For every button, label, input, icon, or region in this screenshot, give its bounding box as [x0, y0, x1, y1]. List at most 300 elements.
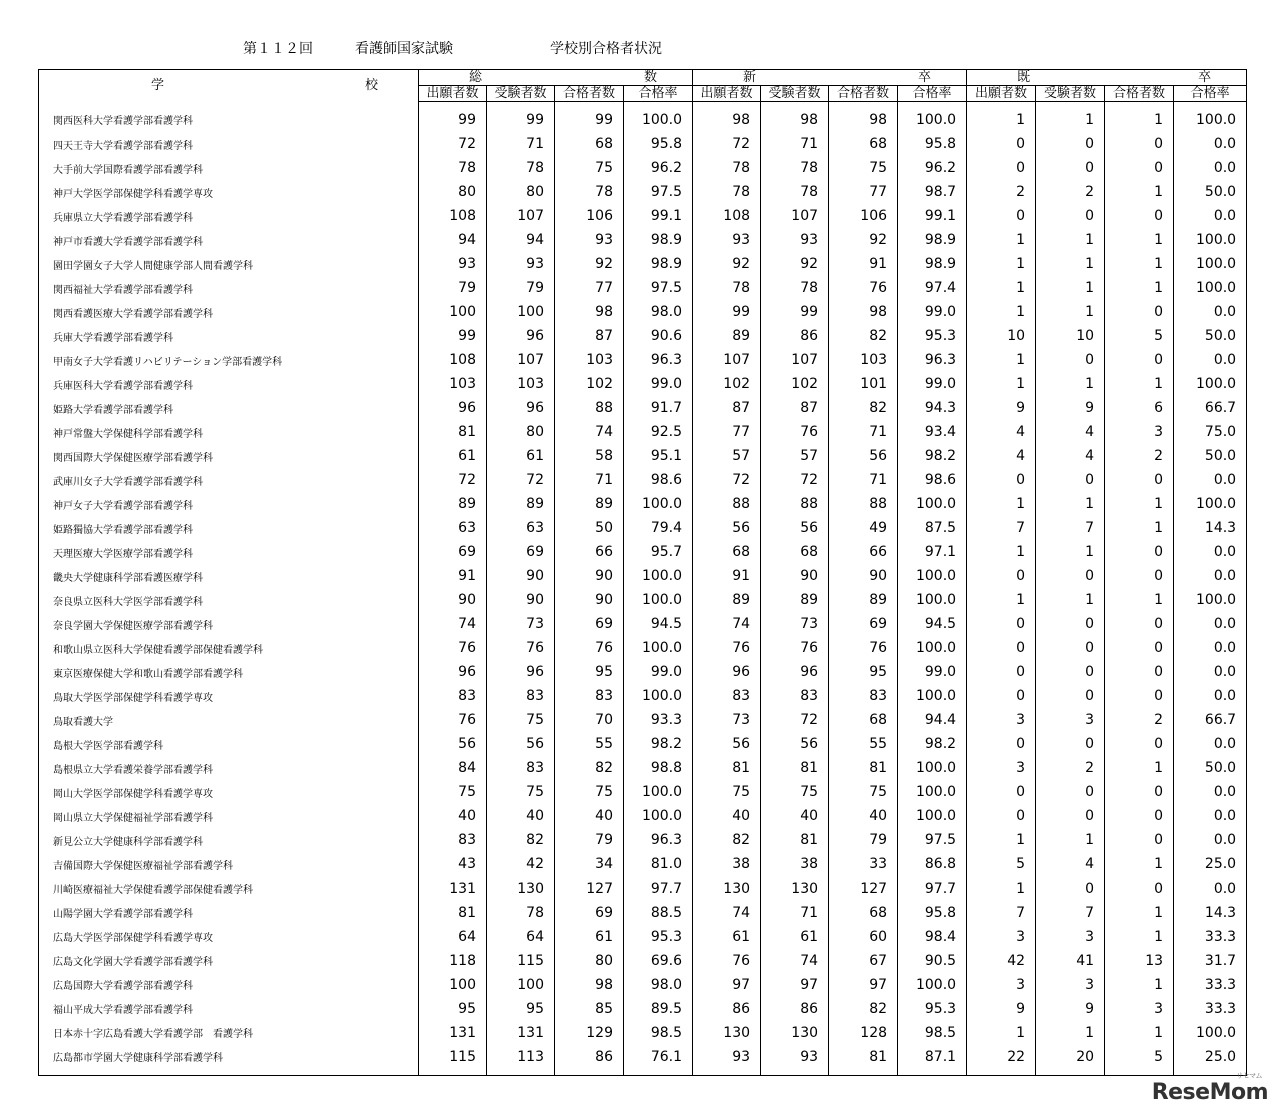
value-cell: 1	[1036, 252, 1105, 276]
value-cell: 40	[829, 804, 898, 828]
value-cell: 1	[1105, 925, 1174, 949]
value-cell: 107	[487, 204, 555, 228]
table-row	[39, 444, 1247, 468]
value-cell: 86	[693, 997, 761, 1021]
value-cell: 0.0	[1174, 660, 1247, 684]
value-cell: 98.8	[624, 756, 693, 780]
value-cell: 72	[487, 468, 555, 492]
value-cell: 33	[829, 852, 898, 876]
value-cell: 94	[487, 228, 555, 252]
school-name-cell: 広島国際大学看護学部看護学科	[39, 973, 419, 997]
value-cell: 56	[761, 732, 829, 756]
school-name-cell: 福山平成大学看護学部看護学科	[39, 997, 419, 1021]
value-cell: 93	[419, 252, 487, 276]
value-cell: 80	[487, 420, 555, 444]
school-name-cell: 四天王寺大学看護学部看護学科	[39, 132, 419, 156]
table-row	[39, 468, 1247, 492]
value-cell: 113	[487, 1045, 555, 1076]
value-cell: 100.0	[1174, 252, 1247, 276]
value-cell: 96	[487, 660, 555, 684]
value-cell: 100.0	[624, 492, 693, 516]
value-cell: 130	[693, 1021, 761, 1045]
value-cell: 106	[829, 204, 898, 228]
value-cell: 115	[487, 949, 555, 973]
value-cell: 64	[419, 925, 487, 949]
value-cell: 131	[487, 1021, 555, 1045]
value-cell: 1	[1036, 540, 1105, 564]
value-cell: 99.0	[898, 372, 967, 396]
value-cell: 89	[555, 492, 624, 516]
value-cell: 96.2	[898, 156, 967, 180]
value-cell: 69	[829, 612, 898, 636]
value-cell: 81	[829, 756, 898, 780]
value-cell: 69	[555, 612, 624, 636]
value-cell: 0	[967, 732, 1036, 756]
value-cell: 0	[967, 156, 1036, 180]
value-cell: 89	[693, 588, 761, 612]
value-cell: 90	[555, 588, 624, 612]
value-cell: 0.0	[1174, 204, 1247, 228]
value-cell: 85	[555, 997, 624, 1021]
value-cell: 103	[487, 372, 555, 396]
value-cell: 78	[761, 180, 829, 204]
value-cell: 107	[693, 348, 761, 372]
value-cell: 90.5	[898, 949, 967, 973]
value-cell: 41	[1036, 949, 1105, 973]
value-cell: 1	[1036, 492, 1105, 516]
value-cell: 0	[967, 684, 1036, 708]
value-cell: 100.0	[624, 636, 693, 660]
value-cell: 0	[1105, 348, 1174, 372]
value-cell: 100.0	[898, 102, 967, 133]
group-header-total: 総 数	[419, 70, 693, 86]
school-name-cell: 関西医科大学看護学部看護学科	[39, 102, 419, 133]
value-cell: 84	[419, 756, 487, 780]
value-cell: 97	[829, 973, 898, 997]
value-cell: 100.0	[1174, 276, 1247, 300]
results-table	[38, 69, 1247, 1076]
value-cell: 98.0	[624, 973, 693, 997]
table-row	[39, 973, 1247, 997]
value-cell: 1	[967, 300, 1036, 324]
value-cell: 131	[419, 1021, 487, 1045]
value-cell: 115	[419, 1045, 487, 1076]
value-cell: 78	[555, 180, 624, 204]
value-cell: 100.0	[624, 684, 693, 708]
value-cell: 68	[761, 540, 829, 564]
value-cell: 0.0	[1174, 804, 1247, 828]
value-cell: 97	[693, 973, 761, 997]
value-cell: 98.9	[898, 228, 967, 252]
value-cell: 107	[487, 348, 555, 372]
value-cell: 78	[487, 901, 555, 925]
value-cell: 99.0	[624, 372, 693, 396]
value-cell: 95.3	[898, 997, 967, 1021]
value-cell: 50.0	[1174, 444, 1247, 468]
value-cell: 82	[693, 828, 761, 852]
value-cell: 91	[693, 564, 761, 588]
value-cell: 3	[1105, 997, 1174, 1021]
value-cell: 1	[967, 372, 1036, 396]
value-cell: 100.0	[898, 756, 967, 780]
value-cell: 97.7	[624, 877, 693, 901]
school-name-cell: 岡山大学医学部保健学科看護学専攻	[39, 780, 419, 804]
table-row	[39, 156, 1247, 180]
value-cell: 86	[761, 324, 829, 348]
value-cell: 3	[1036, 973, 1105, 997]
value-cell: 0.0	[1174, 828, 1247, 852]
value-cell: 69	[419, 540, 487, 564]
value-cell: 68	[693, 540, 761, 564]
value-cell: 95	[419, 997, 487, 1021]
value-cell: 66.7	[1174, 396, 1247, 420]
value-cell: 1	[967, 588, 1036, 612]
value-cell: 96	[419, 660, 487, 684]
value-cell: 71	[829, 468, 898, 492]
exam-round: 第１１２回	[243, 41, 313, 57]
value-cell: 38	[693, 852, 761, 876]
value-cell: 81	[761, 756, 829, 780]
document-subtitle: 学校別合格者状況	[550, 41, 662, 57]
value-cell: 1	[1036, 1021, 1105, 1045]
value-cell: 98.9	[624, 252, 693, 276]
school-name-cell: 鳥取看護大学	[39, 708, 419, 732]
value-cell: 83	[419, 684, 487, 708]
value-cell: 3	[967, 925, 1036, 949]
value-cell: 99	[555, 102, 624, 133]
value-cell: 98.5	[898, 1021, 967, 1045]
table-row	[39, 636, 1247, 660]
table-row	[39, 228, 1247, 252]
value-cell: 42	[487, 852, 555, 876]
value-cell: 0	[1105, 732, 1174, 756]
value-cell: 3	[1036, 708, 1105, 732]
table-row	[39, 997, 1247, 1021]
value-cell: 1	[1036, 276, 1105, 300]
value-cell: 95	[555, 660, 624, 684]
value-cell: 74	[555, 420, 624, 444]
value-cell: 98.4	[898, 925, 967, 949]
table-row	[39, 660, 1247, 684]
school-name-cell: 広島大学医学部保健学科看護学専攻	[39, 925, 419, 949]
school-name-cell: 神戸常盤大学保健科学部看護学科	[39, 420, 419, 444]
value-cell: 99.1	[624, 204, 693, 228]
value-cell: 83	[693, 684, 761, 708]
value-cell: 1	[1036, 102, 1105, 133]
value-cell: 0	[967, 804, 1036, 828]
resemom-watermark: リセマム ReseMom	[1151, 1072, 1268, 1105]
value-cell: 78	[693, 276, 761, 300]
value-cell: 0	[967, 564, 1036, 588]
value-cell: 1	[1036, 300, 1105, 324]
value-cell: 2	[1036, 756, 1105, 780]
value-cell: 100.0	[898, 588, 967, 612]
value-cell: 56	[419, 732, 487, 756]
school-name-cell: 和歌山県立医科大学保健看護学部保健看護学科	[39, 636, 419, 660]
value-cell: 3	[1036, 925, 1105, 949]
value-cell: 1	[1105, 228, 1174, 252]
value-cell: 96.2	[624, 156, 693, 180]
value-cell: 71	[487, 132, 555, 156]
value-cell: 1	[967, 228, 1036, 252]
value-cell: 72	[693, 468, 761, 492]
value-cell: 4	[967, 444, 1036, 468]
school-name-cell: 関西福祉大学看護学部看護学科	[39, 276, 419, 300]
value-cell: 66.7	[1174, 708, 1247, 732]
table-row	[39, 612, 1247, 636]
column-header: 合格者数	[555, 86, 624, 102]
value-cell: 81	[693, 756, 761, 780]
value-cell: 94.4	[898, 708, 967, 732]
table-row	[39, 102, 1247, 133]
value-cell: 9	[967, 997, 1036, 1021]
value-cell: 80	[419, 180, 487, 204]
value-cell: 87	[555, 324, 624, 348]
school-name-cell: 関西看護医療大学看護学部看護学科	[39, 300, 419, 324]
value-cell: 33.3	[1174, 925, 1247, 949]
value-cell: 3	[967, 756, 1036, 780]
table-row	[39, 708, 1247, 732]
value-cell: 82	[829, 997, 898, 1021]
value-cell: 3	[1105, 420, 1174, 444]
value-cell: 76	[555, 636, 624, 660]
table-row	[39, 804, 1247, 828]
value-cell: 86	[555, 1045, 624, 1076]
school-name-cell: 岡山県立大学保健福祉学部看護学科	[39, 804, 419, 828]
value-cell: 76	[761, 636, 829, 660]
value-cell: 95.3	[898, 324, 967, 348]
school-name-cell: 姫路大学看護学部看護学科	[39, 396, 419, 420]
value-cell: 92	[555, 252, 624, 276]
value-cell: 107	[761, 348, 829, 372]
value-cell: 68	[829, 708, 898, 732]
value-cell: 61	[555, 925, 624, 949]
value-cell: 0	[1036, 877, 1105, 901]
value-cell: 81.0	[624, 852, 693, 876]
value-cell: 1	[1105, 180, 1174, 204]
value-cell: 0	[1105, 660, 1174, 684]
value-cell: 98.6	[898, 468, 967, 492]
value-cell: 98.9	[898, 252, 967, 276]
school-name-cell: 島根大学医学部看護学科	[39, 732, 419, 756]
value-cell: 72	[419, 132, 487, 156]
value-cell: 92.5	[624, 420, 693, 444]
school-name-cell: 甲南女子大学看護リハビリテーション学部看護学科	[39, 348, 419, 372]
value-cell: 96	[419, 396, 487, 420]
value-cell: 79	[419, 276, 487, 300]
value-cell: 83	[487, 756, 555, 780]
value-cell: 100	[419, 300, 487, 324]
value-cell: 0.0	[1174, 684, 1247, 708]
value-cell: 2	[1105, 708, 1174, 732]
column-header: 合格者数	[829, 86, 898, 102]
value-cell: 7	[1036, 516, 1105, 540]
value-cell: 98.9	[624, 228, 693, 252]
value-cell: 72	[419, 468, 487, 492]
value-cell: 89.5	[624, 997, 693, 1021]
value-cell: 81	[761, 828, 829, 852]
value-cell: 99	[761, 300, 829, 324]
school-name-cell: 奈良県立医科大学医学部看護学科	[39, 588, 419, 612]
value-cell: 0	[1105, 828, 1174, 852]
value-cell: 71	[761, 901, 829, 925]
value-cell: 40	[693, 804, 761, 828]
value-cell: 2	[1036, 180, 1105, 204]
value-cell: 25.0	[1174, 1045, 1247, 1076]
school-name-cell: 広島文化学園大学看護学部看護学科	[39, 949, 419, 973]
value-cell: 34	[555, 852, 624, 876]
table-row	[39, 516, 1247, 540]
column-header: 合格率	[898, 86, 967, 102]
value-cell: 0	[967, 636, 1036, 660]
value-cell: 83	[487, 684, 555, 708]
school-name-cell: 神戸女子大学看護学部看護学科	[39, 492, 419, 516]
school-name-cell: 神戸大学医学部保健学科看護学専攻	[39, 180, 419, 204]
value-cell: 72	[761, 708, 829, 732]
value-cell: 107	[761, 204, 829, 228]
value-cell: 0.0	[1174, 564, 1247, 588]
table-row	[39, 276, 1247, 300]
value-cell: 99.0	[898, 300, 967, 324]
value-cell: 88	[829, 492, 898, 516]
table-row	[39, 204, 1247, 228]
value-cell: 40	[419, 804, 487, 828]
value-cell: 1	[967, 540, 1036, 564]
value-cell: 63	[487, 516, 555, 540]
value-cell: 86.8	[898, 852, 967, 876]
value-cell: 0	[967, 132, 1036, 156]
table-row	[39, 372, 1247, 396]
table-row	[39, 540, 1247, 564]
value-cell: 92	[693, 252, 761, 276]
value-cell: 81	[829, 1045, 898, 1076]
value-cell: 5	[1105, 324, 1174, 348]
value-cell: 94.5	[624, 612, 693, 636]
value-cell: 127	[829, 877, 898, 901]
value-cell: 0	[1036, 732, 1105, 756]
value-cell: 77	[555, 276, 624, 300]
value-cell: 1	[1105, 492, 1174, 516]
value-cell: 4	[1036, 420, 1105, 444]
value-cell: 87.1	[898, 1045, 967, 1076]
value-cell: 93.4	[898, 420, 967, 444]
value-cell: 98.5	[624, 1021, 693, 1045]
value-cell: 7	[967, 901, 1036, 925]
value-cell: 1	[1105, 276, 1174, 300]
value-cell: 76	[829, 276, 898, 300]
value-cell: 103	[555, 348, 624, 372]
value-cell: 78	[761, 276, 829, 300]
value-cell: 57	[693, 444, 761, 468]
value-cell: 92	[761, 252, 829, 276]
value-cell: 97.4	[898, 276, 967, 300]
value-cell: 1	[1105, 588, 1174, 612]
value-cell: 1	[1036, 588, 1105, 612]
group-header-new-grad: 新 卒	[693, 70, 967, 86]
value-cell: 98.0	[624, 300, 693, 324]
school-name-cell: 兵庫県立大学看護学部看護学科	[39, 204, 419, 228]
value-cell: 1	[1105, 901, 1174, 925]
table-row	[39, 1021, 1247, 1045]
value-cell: 49	[829, 516, 898, 540]
value-cell: 1	[1105, 252, 1174, 276]
value-cell: 0	[1036, 564, 1105, 588]
value-cell: 82	[829, 324, 898, 348]
value-cell: 130	[487, 877, 555, 901]
value-cell: 100	[419, 973, 487, 997]
school-name-cell: 畿央大学健康科学部看護医療学科	[39, 564, 419, 588]
value-cell: 70	[555, 708, 624, 732]
value-cell: 0	[1105, 204, 1174, 228]
value-cell: 56	[693, 732, 761, 756]
value-cell: 100.0	[898, 636, 967, 660]
value-cell: 1	[967, 828, 1036, 852]
value-cell: 1	[967, 1021, 1036, 1045]
value-cell: 77	[829, 180, 898, 204]
value-cell: 0.0	[1174, 636, 1247, 660]
value-cell: 95	[829, 660, 898, 684]
value-cell: 100.0	[898, 492, 967, 516]
value-cell: 102	[693, 372, 761, 396]
column-header: 受験者数	[761, 86, 829, 102]
value-cell: 0	[1036, 780, 1105, 804]
value-cell: 57	[761, 444, 829, 468]
value-cell: 131	[419, 877, 487, 901]
value-cell: 0	[1105, 780, 1174, 804]
value-cell: 90	[487, 564, 555, 588]
value-cell: 75	[761, 780, 829, 804]
value-cell: 97.1	[898, 540, 967, 564]
value-cell: 98.6	[624, 468, 693, 492]
value-cell: 100.0	[898, 973, 967, 997]
value-cell: 79	[487, 276, 555, 300]
column-header: 合格率	[1174, 86, 1247, 102]
value-cell: 75	[829, 156, 898, 180]
value-cell: 86	[761, 997, 829, 1021]
value-cell: 83	[555, 684, 624, 708]
value-cell: 1	[967, 348, 1036, 372]
value-cell: 75	[487, 780, 555, 804]
value-cell: 0.0	[1174, 732, 1247, 756]
value-cell: 80	[487, 180, 555, 204]
value-cell: 97.5	[898, 828, 967, 852]
value-cell: 61	[419, 444, 487, 468]
school-name-cell: 天理医療大学医療学部看護学科	[39, 540, 419, 564]
value-cell: 0.0	[1174, 612, 1247, 636]
value-cell: 100.0	[1174, 492, 1247, 516]
value-cell: 68	[829, 901, 898, 925]
table-row	[39, 348, 1247, 372]
value-cell: 64	[487, 925, 555, 949]
school-name-cell: 吉備国際大学保健医療福祉学部看護学科	[39, 852, 419, 876]
table-row	[39, 324, 1247, 348]
value-cell: 99	[487, 102, 555, 133]
value-cell: 98	[829, 102, 898, 133]
value-cell: 55	[555, 732, 624, 756]
value-cell: 93.3	[624, 708, 693, 732]
value-cell: 81	[419, 420, 487, 444]
value-cell: 76	[693, 636, 761, 660]
value-cell: 7	[967, 516, 1036, 540]
value-cell: 0.0	[1174, 468, 1247, 492]
value-cell: 95.8	[898, 901, 967, 925]
value-cell: 79	[829, 828, 898, 852]
value-cell: 75	[829, 780, 898, 804]
value-cell: 1	[1036, 228, 1105, 252]
value-cell: 0.0	[1174, 156, 1247, 180]
value-cell: 75	[487, 708, 555, 732]
value-cell: 1	[967, 492, 1036, 516]
